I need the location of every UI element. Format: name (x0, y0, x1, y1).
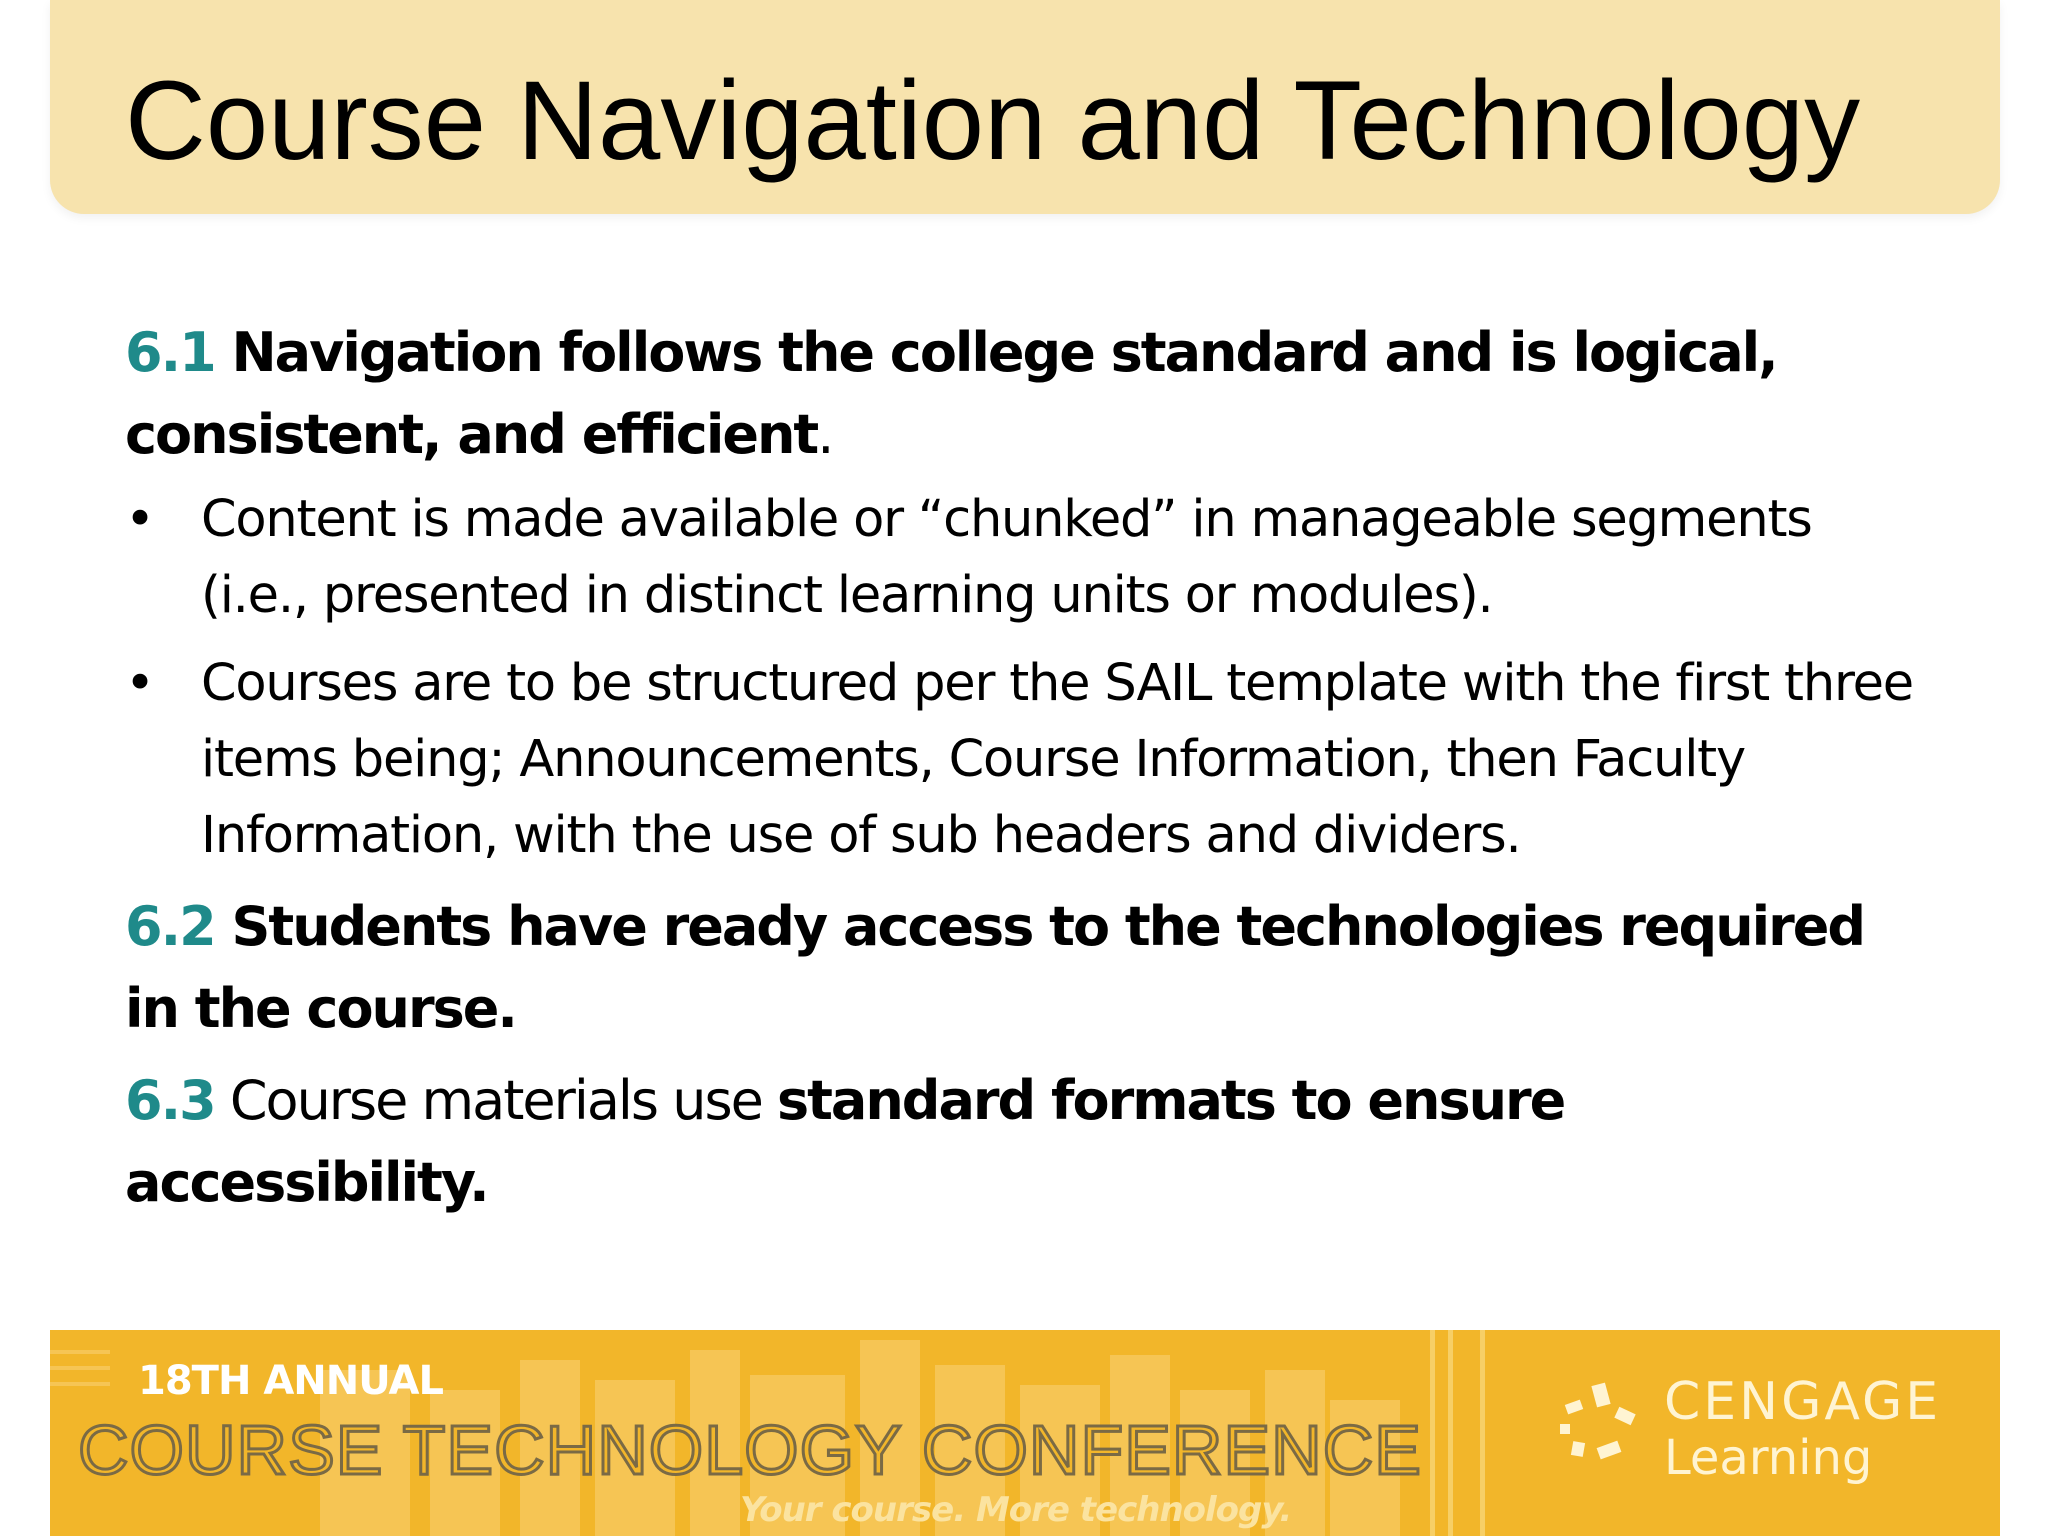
section-text-plain: Course materials use (214, 1069, 777, 1132)
bullet-item (125, 646, 1925, 874)
bullet-item (125, 482, 1925, 634)
section-text-end: . (817, 403, 833, 466)
bullet-text: Content is made available or “chunked” in manageable segments (i.e., presented in distinct learning units or modules). (201, 490, 1812, 625)
conference-name: COURSE TECHNOLOGY CONFERENCE (78, 1411, 1422, 1489)
bullet-dot: • (125, 490, 154, 549)
section-text: Students have ready access to the technologies required in the course. (125, 895, 1865, 1040)
bullet-dot: • (125, 654, 154, 713)
cengage-logo-icon (1558, 1380, 1654, 1470)
section-6-3 (125, 1060, 1925, 1224)
slide-title: Course Navigation and Technology (125, 58, 1861, 183)
section-6-2 (125, 886, 1925, 1050)
footer-divider (1480, 1330, 1485, 1536)
section-number: 6.3 (125, 1069, 215, 1132)
footer-divider (1448, 1330, 1453, 1536)
section-text: Navigation follows the college standard and is logical, consistent, and efficient (125, 321, 1777, 466)
section-number: 6.2 (125, 895, 215, 958)
conference-footer-banner (50, 1330, 2000, 1536)
section-6-1 (125, 312, 1925, 476)
slide-body (125, 312, 1925, 1224)
conference-edition: 18TH ANNUAL (138, 1358, 443, 1404)
bullet-list (125, 482, 1925, 874)
bullet-text: Courses are to be structured per the SAIL template with the first three items being; Announcements, Course Information, then Faculty Information, with the use of sub headers and dividers. (201, 654, 1913, 865)
footer-divider (1430, 1330, 1435, 1536)
spacer (125, 1050, 1925, 1060)
brand-name: CENGAGE (1664, 1372, 1942, 1432)
section-number: 6.1 (125, 321, 215, 384)
section-text: standard formats to ensure accessibility. (125, 1069, 1565, 1214)
brand-subtitle: Learning (1664, 1430, 1873, 1486)
conference-tagline: Your course. More technology. (740, 1490, 1292, 1530)
